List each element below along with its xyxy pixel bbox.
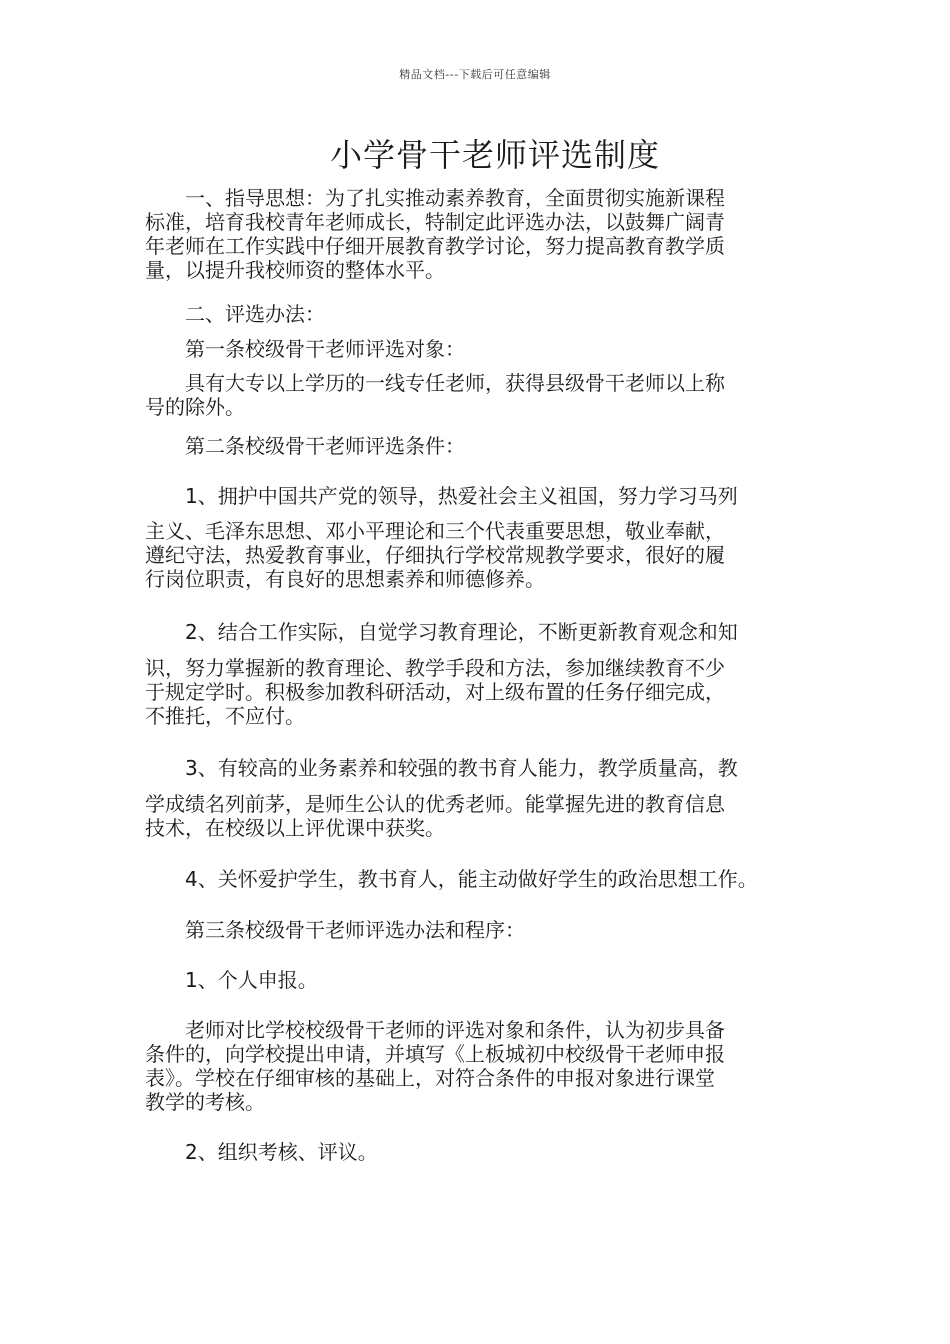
paragraph-line: 2、结合工作实际，自觉学习教育理论，不断更新教育观念和知 bbox=[145, 620, 738, 644]
paragraph-line: 3、有较高的业务素养和较强的教书育人能力，教学质量高，教 bbox=[145, 756, 738, 780]
paragraph bbox=[145, 918, 815, 942]
paragraph-line: 行岗位职责，有良好的思想素养和师德修养。 bbox=[145, 567, 545, 591]
paragraph bbox=[145, 484, 815, 508]
paragraph bbox=[145, 867, 815, 891]
paragraph-line: 不推托，不应付。 bbox=[145, 704, 305, 728]
paragraph bbox=[145, 756, 815, 780]
paragraph-line: 于规定学时。积极参加教科研活动，对上级布置的任务仔细完成， bbox=[145, 680, 725, 704]
header-note: 精品文档---下载后可任意编辑 bbox=[399, 68, 551, 81]
paragraph-line: 2、组织考核、评议。 bbox=[145, 1140, 378, 1164]
paragraph-line: 量，以提升我校师资的整体水平。 bbox=[145, 258, 445, 282]
paragraph-line: 遵纪守法，热爱教育事业，仔细执行学校常规教学要求，很好的履 bbox=[145, 543, 725, 567]
paragraph-line: 教学的考核。 bbox=[145, 1090, 265, 1114]
page-title: 小学骨干老师评选制度 bbox=[329, 136, 660, 174]
paragraph-line: 条件的，向学校提出申请，并填写《上板城初中校级骨干老师申报 bbox=[145, 1042, 725, 1066]
paragraph-line: 具有大专以上学历的一线专任老师，获得县级骨干老师以上称 bbox=[145, 371, 725, 395]
paragraph-line: 1、个人申报。 bbox=[145, 968, 318, 992]
paragraph bbox=[145, 186, 815, 282]
paragraph-line: 第二条校级骨干老师评选条件： bbox=[145, 434, 465, 458]
paragraph-line: 一、指导思想：为了扎实推动素养教育，全面贯彻实施新课程 bbox=[145, 186, 725, 210]
paragraph bbox=[145, 1140, 815, 1164]
paragraph-line: 第三条校级骨干老师评选办法和程序： bbox=[145, 918, 525, 942]
paragraph bbox=[145, 968, 815, 992]
paragraph-line: 主义、毛泽东思想、邓小平理论和三个代表重要思想，敬业奉献， bbox=[145, 519, 725, 543]
paragraph-line: 老师对比学校校级骨干老师的评选对象和条件，认为初步具备 bbox=[145, 1018, 725, 1042]
paragraph bbox=[145, 434, 815, 458]
paragraph bbox=[145, 1018, 815, 1114]
paragraph bbox=[145, 656, 815, 728]
paragraph bbox=[145, 302, 815, 326]
paragraph-line: 二、评选办法： bbox=[145, 302, 325, 326]
paragraph-line: 4、关怀爱护学生，教书育人，能主动做好学生的政治思想工作。 bbox=[145, 867, 758, 891]
paragraph bbox=[145, 371, 815, 419]
paragraph-line: 表》。学校在仔细审核的基础上，对符合条件的申报对象进行课堂 bbox=[145, 1066, 715, 1090]
paragraph-line: 技术，在校级以上评优课中获奖。 bbox=[145, 816, 445, 840]
paragraph-line: 第一条校级骨干老师评选对象： bbox=[145, 337, 465, 361]
paragraph bbox=[145, 792, 815, 840]
paragraph bbox=[145, 620, 815, 644]
paragraph bbox=[145, 337, 815, 361]
paragraph-line: 学成绩名列前茅，是师生公认的优秀老师。能掌握先进的教育信息 bbox=[145, 792, 725, 816]
paragraph-line: 年老师在工作实践中仔细开展教育教学讨论，努力提高教育教学质 bbox=[145, 234, 725, 258]
paragraph bbox=[145, 519, 815, 591]
paragraph-line: 1、拥护中国共产党的领导，热爱社会主义祖国，努力学习马列 bbox=[145, 484, 738, 508]
paragraph-line: 标准，培育我校青年老师成长，特制定此评选办法，以鼓舞广阔青 bbox=[145, 210, 725, 234]
paragraph-line: 号的除外。 bbox=[145, 395, 245, 419]
paragraph-line: 识，努力掌握新的教育理论、教学手段和方法，参加继续教育不少 bbox=[145, 656, 725, 680]
